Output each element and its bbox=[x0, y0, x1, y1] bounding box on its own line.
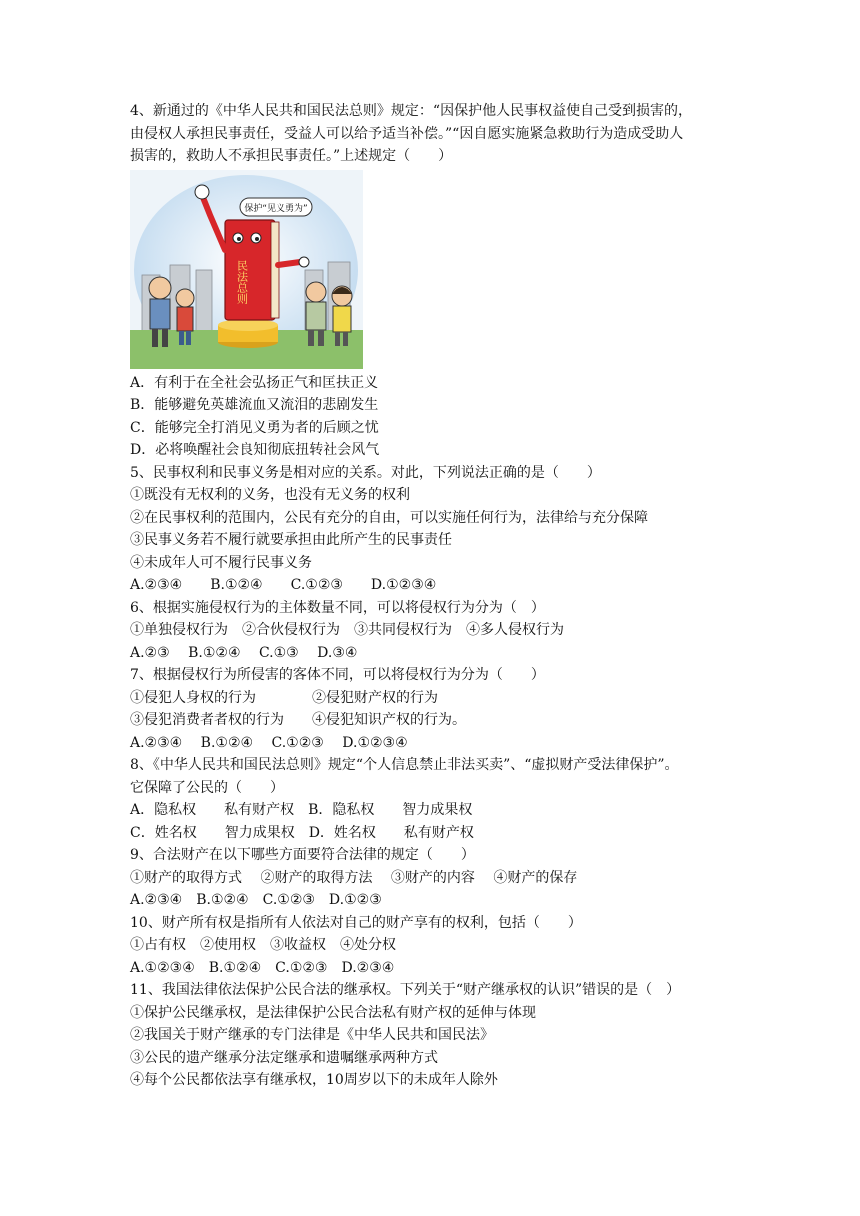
question-7-items-row-2: ③侵犯消费者者权的行为 ④侵犯知识产权的行为。 bbox=[130, 712, 466, 728]
question-8-stem-line-2: 它保障了公民的（ ） bbox=[130, 779, 284, 796]
question-4-option-b: B．能够避免英雄流血又流泪的悲剧发生 bbox=[130, 397, 379, 413]
question-9-answers: A.②③④ B.①②④ C.①②③ D.①②③ bbox=[130, 892, 382, 908]
question-5-answers: A.②③④ B.①②④ C.①②③ D.①②③④ bbox=[130, 577, 437, 593]
question-4-option-c: C．能够完全打消见义勇为者的后顾之忧 bbox=[130, 419, 379, 436]
question-8-options-ab: A．隐私权 私有财产权 B．隐私权 智力成果权 bbox=[130, 802, 473, 818]
civil-code-cartoon-illustration bbox=[130, 170, 363, 369]
question-6-answers: A.②③ B.①②④ C.①③ D.③④ bbox=[130, 644, 358, 661]
question-6 bbox=[130, 597, 730, 665]
question-10-items: ①占有权 ②使用权 ③收益权 ④处分权 bbox=[130, 937, 396, 953]
question-7-answers: A.②③④ B.①②④ C.①②③ D.①②③④ bbox=[130, 734, 408, 751]
question-11-item-3: ③公民的遗产继承分法定继承和遗嘱继承两种方式 bbox=[130, 1049, 438, 1066]
question-5-item-1: ①既没有无权利的义务，也没有无义务的权利 bbox=[130, 487, 410, 503]
question-8-options-cd: C．姓名权 智力成果权 D．姓名权 私有财产权 bbox=[130, 824, 474, 841]
question-10-answers: A.①②③④ B.①②④ C.①②③ D.②③④ bbox=[130, 959, 395, 976]
question-9-stem: 9、合法财产在以下哪些方面要符合法律的规定（ ） bbox=[130, 847, 475, 863]
question-4-option-a: A．有利于在全社会弘扬正气和匡扶正义 bbox=[130, 374, 379, 391]
question-5-item-2: ②在民事权利的范围内，公民有充分的自由，可以实施任何行为，法律给与充分保障 bbox=[130, 509, 648, 526]
question-9 bbox=[130, 844, 730, 912]
question-5-stem: 5、民事权利和民事义务是相对应的关系。对此，下列说法正确的是（ ） bbox=[130, 464, 601, 481]
question-5 bbox=[130, 462, 730, 597]
question-7 bbox=[130, 664, 730, 754]
question-11-item-2: ②我国关于财产继承的专门法律是《中华人民共和国民法》 bbox=[130, 1027, 494, 1043]
question-10 bbox=[130, 912, 730, 980]
question-4-stem-line-2: 由侵权人承担民事责任，受益人可以给予适当补偿。”“因自愿实施紧急救助行为造成受助人 bbox=[130, 125, 684, 142]
question-10-stem: 10、财产所有权是指所有人依法对自己的财产享有的权利，包括（ ） bbox=[130, 914, 582, 931]
question-8 bbox=[130, 754, 730, 844]
sign-text: 保护“见义勇为” bbox=[244, 203, 308, 214]
question-11 bbox=[130, 979, 730, 1092]
question-5-item-4: ④未成年人可不履行民事义务 bbox=[130, 554, 312, 571]
question-6-stem: 6、根据实施侵权行为的主体数量不同，可以将侵权行为分为（ ） bbox=[130, 599, 545, 616]
book-title-text: 民法总则 bbox=[235, 259, 249, 304]
exam-page bbox=[130, 100, 730, 1092]
question-11-stem: 11、我国法律依法保护公民合法的继承权。下列关于“财产继承权的认识”错误的是（ ） bbox=[130, 982, 681, 998]
question-7-stem: 7、根据侵权行为所侵害的客体不同，可以将侵权行为分为（ ） bbox=[130, 667, 545, 683]
question-8-stem-line-1: 8、《中华人民共和国民法总则》规定“个人信息禁止非法买卖”、“虚拟财产受法律保护”。 bbox=[130, 757, 679, 773]
question-6-items: ①单独侵权行为 ②合伙侵权行为 ③共同侵权行为 ④多人侵权行为 bbox=[130, 622, 564, 638]
question-7-items-row-1: ①侵犯人身权的行为 ②侵犯财产权的行为 bbox=[130, 689, 438, 706]
question-4-option-d: D．必将唤醒社会良知彻底扭转社会风气 bbox=[130, 442, 380, 458]
question-11-item-1: ①保护公民继承权，是法律保护公民合法私有财产权的延伸与体现 bbox=[130, 1004, 536, 1021]
question-5-item-3: ③民事义务若不履行就要承担由此所产生的民事责任 bbox=[130, 532, 452, 548]
question-4-stem-line-1: 4、新通过的《中华人民共和国民法总则》规定：“因保护他人民事权益使自己受到损害的， bbox=[130, 103, 693, 119]
question-11-item-4: ④每个公民都依法享有继承权，10周岁以下的未成年人除外 bbox=[130, 1072, 498, 1088]
question-4 bbox=[130, 100, 730, 462]
question-4-stem-line-3: 损害的，救助人不承担民事责任。”上述规定（ ） bbox=[130, 148, 453, 164]
question-9-items: ①财产的取得方式 ②财产的取得方法 ③财产的内容 ④财产的保存 bbox=[130, 869, 578, 886]
